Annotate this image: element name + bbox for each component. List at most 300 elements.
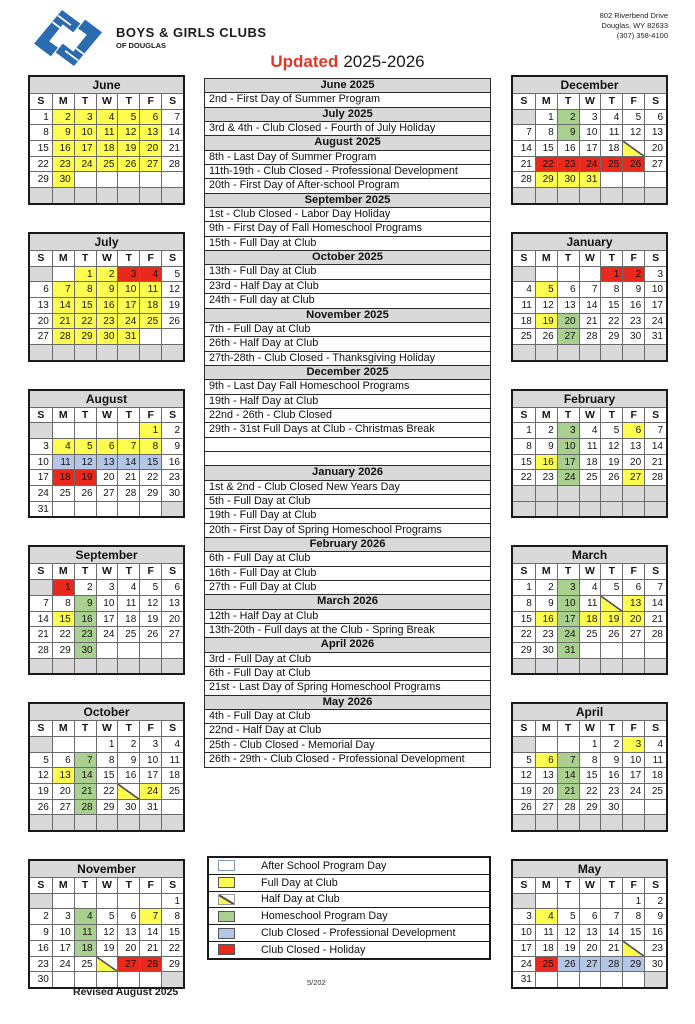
empty-cell [579, 187, 601, 203]
day-june-26: 26 [117, 156, 139, 172]
day-may-2: 2 [644, 893, 666, 909]
day-june-7: 7 [161, 109, 183, 125]
org-name-block [116, 25, 267, 50]
day-may-7: 7 [600, 908, 622, 924]
day-august-21: 21 [117, 469, 139, 485]
dow-header: S [644, 563, 666, 579]
day-december-10: 10 [579, 124, 601, 140]
day-march-26: 26 [600, 626, 622, 642]
day-march-12 [600, 595, 622, 611]
calendar-july [28, 232, 185, 362]
dow-header: M [535, 250, 557, 266]
day-september-2: 2 [74, 579, 96, 595]
legend-label: Homeschool Program Day [261, 910, 388, 923]
legend-label: Club Closed - Professional Development [261, 927, 456, 940]
day-may-5: 5 [557, 908, 579, 924]
day-december-26: 26 [622, 156, 644, 172]
day-september-12: 12 [139, 595, 161, 611]
day-september-4: 4 [117, 579, 139, 595]
day-may-23: 23 [644, 940, 666, 956]
dow-header: S [644, 93, 666, 109]
day-october-7: 7 [74, 752, 96, 768]
right-calendar-column [511, 75, 668, 1016]
day-june-16: 16 [52, 140, 74, 156]
day-december-19 [622, 140, 644, 156]
empty-cell [579, 971, 601, 987]
dow-header: T [74, 250, 96, 266]
empty-cell [513, 485, 535, 501]
empty-cell [600, 893, 622, 909]
day-november-18: 18 [74, 940, 96, 956]
day-october-8: 8 [96, 752, 118, 768]
dow-header: T [600, 877, 622, 893]
empty-cell [161, 187, 183, 203]
legend-label: After School Program Day [261, 859, 387, 872]
empty-cell [117, 814, 139, 830]
empty-cell [600, 187, 622, 203]
empty-cell [52, 736, 74, 752]
day-may-17: 17 [513, 940, 535, 956]
day-november-24: 24 [52, 956, 74, 972]
org-name-line2: OF DOUGLAS [116, 41, 166, 50]
empty-cell [579, 893, 601, 909]
dow-header: S [161, 407, 183, 423]
legend-label: Full Day at Club [261, 876, 338, 889]
day-october-24: 24 [139, 783, 161, 799]
legend [207, 856, 491, 960]
empty-cell [535, 736, 557, 752]
month-section-header: February 2026 [204, 537, 491, 552]
day-april-11: 11 [644, 752, 666, 768]
day-november-21: 21 [139, 940, 161, 956]
empty-cell [117, 344, 139, 360]
day-august-7: 7 [117, 438, 139, 454]
day-february-11: 11 [579, 438, 601, 454]
empty-cell [161, 971, 183, 987]
empty-cell [96, 658, 118, 674]
day-march-5: 5 [600, 579, 622, 595]
day-january-19: 19 [535, 313, 557, 329]
empty-cell [622, 642, 644, 658]
day-february-4: 4 [579, 422, 601, 438]
day-march-16: 16 [535, 611, 557, 627]
day-march-3: 3 [557, 579, 579, 595]
month-section-header: March 2026 [204, 594, 491, 609]
calendar-grid [30, 877, 183, 987]
day-november-3: 3 [52, 908, 74, 924]
day-december-17: 17 [579, 140, 601, 156]
empty-cell [644, 642, 666, 658]
empty-cell [139, 971, 161, 987]
day-august-13: 13 [96, 454, 118, 470]
empty-cell [513, 109, 535, 125]
day-june-18: 18 [96, 140, 118, 156]
day-december-15: 15 [535, 140, 557, 156]
empty-cell [557, 485, 579, 501]
empty-cell [535, 266, 557, 282]
day-august-15: 15 [139, 454, 161, 470]
day-september-18: 18 [117, 611, 139, 627]
day-december-18: 18 [600, 140, 622, 156]
day-november-9: 9 [30, 924, 52, 940]
dow-header: S [513, 720, 535, 736]
empty-cell [74, 736, 96, 752]
day-january-20: 20 [557, 313, 579, 329]
day-september-19: 19 [139, 611, 161, 627]
dow-header: S [513, 407, 535, 423]
empty-cell [52, 422, 74, 438]
day-june-20: 20 [139, 140, 161, 156]
day-march-21: 21 [644, 611, 666, 627]
day-december-27: 27 [644, 156, 666, 172]
empty-cell [557, 814, 579, 830]
day-february-21: 21 [644, 454, 666, 470]
day-february-17: 17 [557, 454, 579, 470]
day-july-8: 8 [74, 281, 96, 297]
day-february-18: 18 [579, 454, 601, 470]
day-november-16: 16 [30, 940, 52, 956]
day-september-13: 13 [161, 595, 183, 611]
empty-cell [30, 814, 52, 830]
empty-cell [52, 501, 74, 517]
day-april-7: 7 [557, 752, 579, 768]
event-row: 22nd - Half Day at Club [204, 723, 491, 738]
dow-header: T [557, 250, 579, 266]
day-november-29: 29 [161, 956, 183, 972]
day-may-19: 19 [557, 940, 579, 956]
event-row: 27th - Full Day at Club [204, 580, 491, 595]
day-may-28: 28 [600, 956, 622, 972]
day-march-27: 27 [622, 626, 644, 642]
legend-label: Half Day at Club [261, 893, 340, 906]
day-august-8: 8 [139, 438, 161, 454]
day-december-13: 13 [644, 124, 666, 140]
empty-cell [30, 579, 52, 595]
day-october-11: 11 [161, 752, 183, 768]
day-january-17: 17 [644, 297, 666, 313]
empty-cell [96, 344, 118, 360]
legend-swatch-full [218, 877, 235, 888]
day-july-11: 11 [139, 281, 161, 297]
calendar-grid [513, 563, 666, 673]
dow-header: T [117, 407, 139, 423]
event-row: 6th - Full Day at Club [204, 551, 491, 566]
day-december-2: 2 [557, 109, 579, 125]
day-january-24: 24 [644, 313, 666, 329]
dow-header: F [622, 250, 644, 266]
dow-header: M [535, 563, 557, 579]
event-row: 19th - Full Day at Club [204, 508, 491, 523]
empty-cell [557, 971, 579, 987]
day-january-22: 22 [600, 313, 622, 329]
day-march-29: 29 [513, 642, 535, 658]
day-september-29: 29 [52, 642, 74, 658]
day-june-1: 1 [30, 109, 52, 125]
calendar-grid [30, 93, 183, 203]
month-title: November [30, 861, 183, 877]
event-row: 19th - Half Day at Club [204, 394, 491, 409]
empty-cell [644, 799, 666, 815]
day-september-24: 24 [96, 626, 118, 642]
day-may-1: 1 [622, 893, 644, 909]
day-december-23: 23 [557, 156, 579, 172]
day-march-20: 20 [622, 611, 644, 627]
day-september-26: 26 [139, 626, 161, 642]
dow-header: M [52, 563, 74, 579]
day-august-30: 30 [161, 485, 183, 501]
day-april-29: 29 [579, 799, 601, 815]
day-november-12: 12 [96, 924, 118, 940]
empty-cell [52, 266, 74, 282]
day-october-21: 21 [74, 783, 96, 799]
dow-header: S [644, 877, 666, 893]
day-february-12: 12 [600, 438, 622, 454]
dow-header: T [557, 407, 579, 423]
day-october-31: 31 [139, 799, 161, 815]
day-january-14: 14 [579, 297, 601, 313]
empty-cell [117, 642, 139, 658]
day-december-6: 6 [644, 109, 666, 125]
day-april-1: 1 [579, 736, 601, 752]
day-january-5: 5 [535, 281, 557, 297]
empty-cell [644, 485, 666, 501]
event-row: 22nd - 26th - Club Closed [204, 408, 491, 423]
dow-header: W [579, 93, 601, 109]
empty-cell [161, 171, 183, 187]
day-april-16: 16 [600, 767, 622, 783]
day-july-31: 31 [117, 328, 139, 344]
page-note: 5/202 [307, 978, 326, 987]
day-august-19: 19 [74, 469, 96, 485]
day-august-6: 6 [96, 438, 118, 454]
calendar-september [28, 545, 185, 675]
calendar-grid [30, 250, 183, 360]
event-row: 7th - Full Day at Club [204, 322, 491, 337]
empty-cell [535, 501, 557, 517]
dow-header: W [96, 563, 118, 579]
day-april-9: 9 [600, 752, 622, 768]
day-may-29: 29 [622, 956, 644, 972]
day-june-4: 4 [96, 109, 118, 125]
address-block [600, 11, 668, 41]
events-spacer-row [204, 451, 491, 466]
dow-header: T [74, 877, 96, 893]
dow-header: S [30, 250, 52, 266]
day-may-24: 24 [513, 956, 535, 972]
legend-row [209, 874, 489, 891]
day-january-30: 30 [622, 328, 644, 344]
day-july-19: 19 [161, 297, 183, 313]
event-row: 12th - Half Day at Club [204, 609, 491, 624]
day-august-2: 2 [161, 422, 183, 438]
day-april-5: 5 [513, 752, 535, 768]
dow-header: M [52, 407, 74, 423]
event-row: 21st - Last Day of Spring Homeschool Programs [204, 680, 491, 695]
dow-header: T [74, 720, 96, 736]
day-may-12: 12 [557, 924, 579, 940]
day-october-30: 30 [117, 799, 139, 815]
empty-cell [30, 893, 52, 909]
day-december-14: 14 [513, 140, 535, 156]
month-title: April [513, 704, 666, 720]
event-row: 4th - Full Day at Club [204, 709, 491, 724]
day-october-19: 19 [30, 783, 52, 799]
empty-cell [622, 799, 644, 815]
day-november-22: 22 [161, 940, 183, 956]
day-august-31: 31 [30, 501, 52, 517]
day-may-22 [622, 940, 644, 956]
day-february-26: 26 [600, 469, 622, 485]
day-may-27: 27 [579, 956, 601, 972]
day-april-21: 21 [557, 783, 579, 799]
month-title: October [30, 704, 183, 720]
event-row: 5th - Full Day at Club [204, 494, 491, 509]
event-row: 11th-19th - Club Closed - Professional Development [204, 164, 491, 179]
empty-cell [535, 893, 557, 909]
empty-cell [622, 171, 644, 187]
day-march-18: 18 [579, 611, 601, 627]
day-march-9: 9 [535, 595, 557, 611]
day-june-27: 27 [139, 156, 161, 172]
day-february-1: 1 [513, 422, 535, 438]
empty-cell [96, 893, 118, 909]
dow-header: T [117, 720, 139, 736]
day-april-24: 24 [622, 783, 644, 799]
day-may-20: 20 [579, 940, 601, 956]
day-june-28: 28 [161, 156, 183, 172]
day-july-28: 28 [52, 328, 74, 344]
day-october-26: 26 [30, 799, 52, 815]
event-row: 15th - Full Day at Club [204, 236, 491, 251]
day-october-27: 27 [52, 799, 74, 815]
day-april-3: 3 [622, 736, 644, 752]
day-september-14: 14 [30, 611, 52, 627]
empty-cell [579, 642, 601, 658]
empty-cell [557, 187, 579, 203]
dow-header: M [535, 877, 557, 893]
day-april-25: 25 [644, 783, 666, 799]
empty-cell [513, 344, 535, 360]
day-january-4: 4 [513, 281, 535, 297]
dow-header: M [535, 407, 557, 423]
day-march-13: 13 [622, 595, 644, 611]
empty-cell [644, 187, 666, 203]
empty-cell [161, 328, 183, 344]
calendar-august [28, 389, 185, 519]
day-october-2: 2 [117, 736, 139, 752]
day-july-16: 16 [96, 297, 118, 313]
day-february-16: 16 [535, 454, 557, 470]
empty-cell [74, 187, 96, 203]
month-section-header: October 2025 [204, 250, 491, 265]
empty-cell [557, 266, 579, 282]
empty-cell [96, 642, 118, 658]
day-november-17: 17 [52, 940, 74, 956]
dow-header: M [535, 93, 557, 109]
empty-cell [117, 893, 139, 909]
empty-cell [161, 501, 183, 517]
day-july-9: 9 [96, 281, 118, 297]
day-february-5: 5 [600, 422, 622, 438]
day-october-15: 15 [96, 767, 118, 783]
dow-header: F [622, 877, 644, 893]
day-march-22: 22 [513, 626, 535, 642]
day-august-5: 5 [74, 438, 96, 454]
day-august-29: 29 [139, 485, 161, 501]
day-august-25: 25 [52, 485, 74, 501]
day-november-14: 14 [139, 924, 161, 940]
dow-header: T [74, 93, 96, 109]
day-september-22: 22 [52, 626, 74, 642]
day-september-10: 10 [96, 595, 118, 611]
legend-swatch-afterschool [218, 860, 235, 871]
day-january-16: 16 [622, 297, 644, 313]
day-january-27: 27 [557, 328, 579, 344]
day-january-23: 23 [622, 313, 644, 329]
empty-cell [52, 187, 74, 203]
day-september-11: 11 [117, 595, 139, 611]
dow-header: W [96, 877, 118, 893]
day-october-16: 16 [117, 767, 139, 783]
dow-header: S [161, 93, 183, 109]
day-march-24: 24 [557, 626, 579, 642]
legend-row [209, 907, 489, 924]
day-july-29: 29 [74, 328, 96, 344]
day-july-22: 22 [74, 313, 96, 329]
day-october-25: 25 [161, 783, 183, 799]
empty-cell [535, 485, 557, 501]
day-may-16: 16 [644, 924, 666, 940]
day-june-22: 22 [30, 156, 52, 172]
dow-header: F [139, 250, 161, 266]
empty-cell [52, 893, 74, 909]
dow-header: F [139, 877, 161, 893]
left-calendar-column [28, 75, 185, 1016]
dow-header: F [139, 93, 161, 109]
day-june-13: 13 [139, 124, 161, 140]
day-april-18: 18 [644, 767, 666, 783]
page-title [0, 52, 695, 72]
address-line-3: (307) 358-4100 [616, 31, 668, 40]
day-september-9: 9 [74, 595, 96, 611]
month-title: September [30, 547, 183, 563]
day-december-11: 11 [600, 124, 622, 140]
empty-cell [557, 344, 579, 360]
day-october-9: 9 [117, 752, 139, 768]
day-january-12: 12 [535, 297, 557, 313]
dow-header: F [622, 563, 644, 579]
dow-header: S [161, 250, 183, 266]
day-july-10: 10 [117, 281, 139, 297]
day-august-22: 22 [139, 469, 161, 485]
day-december-4: 4 [600, 109, 622, 125]
empty-cell [96, 187, 118, 203]
day-august-20: 20 [96, 469, 118, 485]
day-april-14: 14 [557, 767, 579, 783]
day-may-6: 6 [579, 908, 601, 924]
empty-cell [117, 422, 139, 438]
dow-header: S [161, 563, 183, 579]
empty-cell [557, 658, 579, 674]
day-september-17: 17 [96, 611, 118, 627]
dow-header: M [52, 93, 74, 109]
dow-header: M [52, 250, 74, 266]
day-may-25: 25 [535, 956, 557, 972]
legend-row [209, 941, 489, 958]
day-june-3: 3 [74, 109, 96, 125]
day-march-28: 28 [644, 626, 666, 642]
event-row: 8th - Last Day of Summer Program [204, 150, 491, 165]
